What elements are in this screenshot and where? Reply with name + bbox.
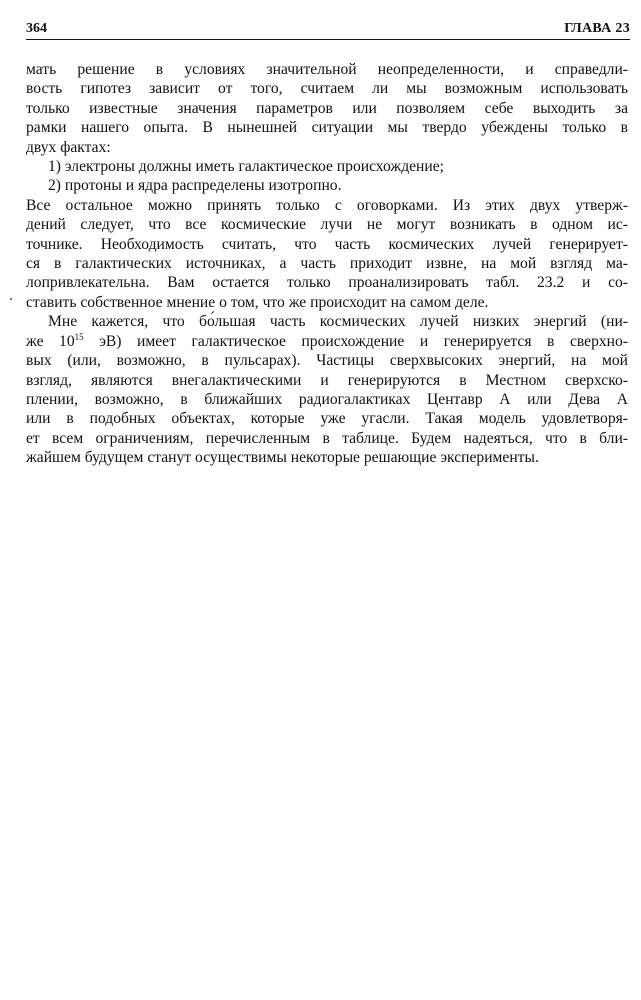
- text-line: ся в галактических источниках, а часть приходит извне, на мой взгляд ма-: [26, 255, 628, 273]
- exponent: 15: [74, 331, 84, 342]
- body-text: [26, 60, 628, 468]
- text-line: Мне кажется, что бо́льшая часть космических лучей низких энергий (ни-: [48, 313, 628, 331]
- paragraph-continuation: [26, 60, 628, 157]
- text-fragment: же 10: [26, 332, 75, 350]
- running-head: [26, 20, 630, 40]
- text-line-with-exponent: [26, 332, 628, 351]
- list-item-text: 2) протоны и ядра распределены изотропно.: [48, 177, 342, 195]
- text-line: ставить собственное мнение о том, что же происходит на самом деле.: [26, 293, 489, 311]
- text-fragment: эВ) имеет галактическое происхождение и генерируется в сверхно-: [83, 332, 628, 350]
- list-item-text: 1) электроны должны иметь галактическое происхождение;: [48, 158, 444, 176]
- text-line: ет всем ограничениям, перечисленным в таблице. Будем надеяться, что в бли-: [26, 429, 628, 447]
- margin-speck: [10, 298, 12, 300]
- text-line: рамки нашего опыта. В нынешней ситуации мы твердо убеждены только в: [26, 119, 628, 137]
- list-item-electrons: [26, 157, 628, 176]
- text-line: двух фактах:: [26, 138, 111, 156]
- page-number: 364: [26, 21, 47, 36]
- text-line: вых (или, возможно, в пульсарах). Частицы сверхвысоких энергий, на мой: [26, 352, 628, 370]
- text-line: Все остальное можно принять только с оговорками. Из этих двух утверж-: [26, 196, 628, 214]
- paragraph-conclusions: [26, 196, 628, 312]
- text-line: точнике. Необходимость считать, что часть космических лучей генерирует-: [26, 235, 628, 253]
- list-item-protons: [26, 176, 628, 195]
- text-line: лопривлекательна. Вам остается только проанализировать табл. 23.2 и со-: [26, 274, 628, 292]
- text-line: жайшем будущем станут осуществимы некоторые решающие эксперименты.: [26, 449, 539, 467]
- text-line: вость гипотез зависит от того, считаем ли мы возможным использовать: [26, 80, 628, 98]
- header-rule: [26, 39, 630, 40]
- text-line: дений следует, что все космические лучи не могут возникать в одном ис-: [26, 216, 628, 234]
- text-line: мать решение в условиях значительной неопределенности, и справедли-: [26, 61, 628, 78]
- text-line: взгляд, являются внегалактическими и генерируются в Местном сверхско-: [26, 371, 628, 389]
- chapter-label: ГЛАВА 23: [564, 21, 630, 36]
- paragraph-author-view: [26, 312, 628, 467]
- text-line: плении, возможно, в ближайших радиогалактиках Центавр А или Дева А: [26, 390, 628, 408]
- text-line: только известные значения параметров или позволяем себе выходить за: [26, 99, 628, 117]
- text-line: или в подобных объектах, которые уже угасли. Такая модель удовлетворя-: [26, 410, 628, 428]
